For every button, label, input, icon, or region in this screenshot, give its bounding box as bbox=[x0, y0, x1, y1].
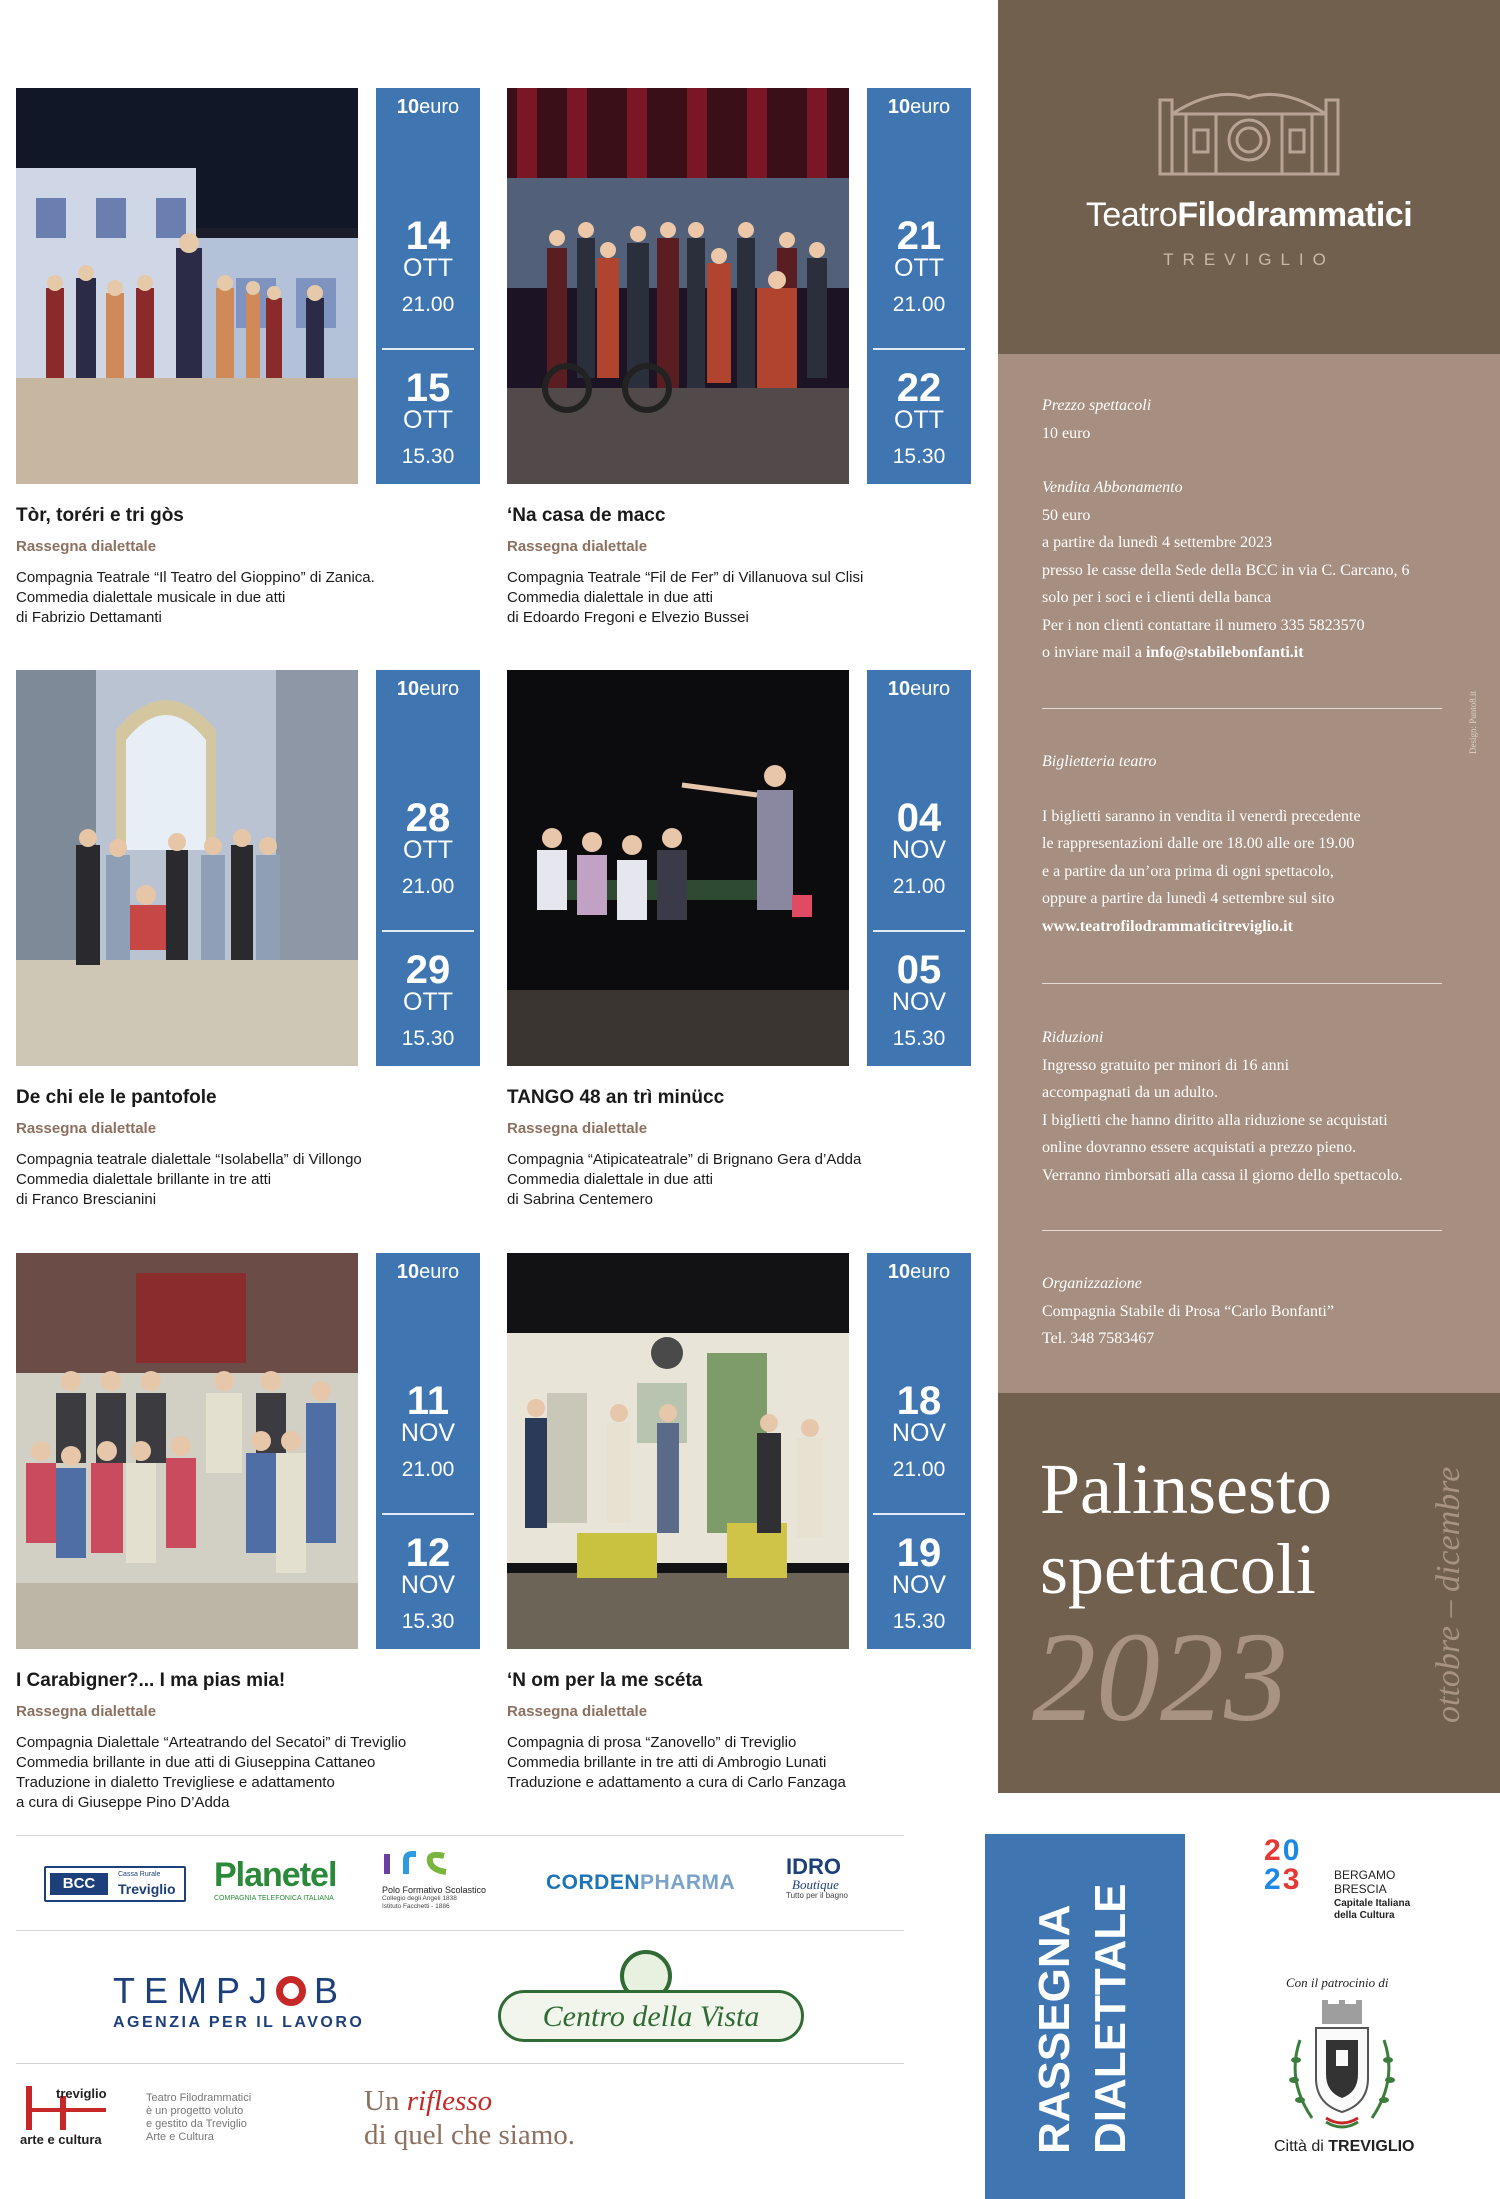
organization-label: Organizzazione bbox=[1042, 1275, 1142, 1292]
date1-day: 21 bbox=[896, 214, 942, 258]
theatre-gate-icon bbox=[1156, 80, 1342, 176]
date2-day: 05 bbox=[896, 948, 942, 992]
date-separator bbox=[382, 1513, 474, 1515]
capitale-cultura-logo: 20 23 BERGAMO BRESCIA Capitale Italiana della Cultura bbox=[1264, 1834, 1411, 1921]
date-separator bbox=[873, 930, 965, 932]
show-description: Compagnia “Atipicateatrale” di Brignano Gera d’Adda Commedia dialettale in due atti di Sabrina Centemero bbox=[507, 1151, 862, 1208]
date-separator bbox=[873, 1513, 965, 1515]
date2-month: OTT bbox=[403, 988, 453, 1016]
show-photo-4 bbox=[507, 670, 849, 1066]
palinsesto-title-line2: spettacoli bbox=[1040, 1529, 1316, 1609]
date-separator bbox=[382, 930, 474, 932]
section-divider bbox=[1042, 983, 1442, 984]
date2-month: NOV bbox=[400, 1571, 456, 1599]
theatre-logo-panel bbox=[998, 0, 1500, 354]
bcc-small-text: Cassa Rurale bbox=[118, 1871, 161, 1878]
date-separator bbox=[382, 348, 474, 350]
show-description: Compagnia Dialettale “Arteatrando del Secatoi” di Treviglio Commedia brillante in due atti di Giuseppina Cattaneo Traduzione in dialetto Trevigliese e adattamento a cura di Giuseppe Pino D’Adda bbox=[16, 1734, 407, 1811]
section-divider bbox=[1042, 708, 1442, 709]
price-info-value: 10 euro bbox=[1042, 424, 1091, 442]
organization-line: Compagnia Stabile di Prosa “Carlo Bonfanti” bbox=[1042, 1302, 1334, 1320]
sponsor-divider bbox=[16, 1835, 904, 1836]
show-photo-5 bbox=[16, 1253, 358, 1649]
subscription-mail-line: o inviare mail a info@stabilebonfanti.it bbox=[1042, 644, 1304, 661]
reductions-line: Verranno rimborsati alla cassa il giorno dello spettacolo. bbox=[1042, 1166, 1403, 1184]
bcc-logo bbox=[44, 1866, 186, 1902]
sponsor-divider bbox=[16, 2063, 904, 2064]
date2-day: 15 bbox=[405, 366, 451, 410]
date2-day: 22 bbox=[896, 366, 942, 410]
date2-time: 15.30 bbox=[401, 1027, 455, 1050]
ticket-office-line: e a partire da un’ora prima di ogni spettacolo, bbox=[1042, 862, 1334, 880]
date1-time: 21.00 bbox=[401, 293, 455, 316]
date2-month: NOV bbox=[891, 1571, 947, 1599]
date-badge-4 bbox=[867, 670, 971, 1066]
date-badge-6 bbox=[867, 1253, 971, 1649]
palinsesto-title-line1: Palinsesto bbox=[1040, 1449, 1333, 1529]
show-category: Rassegna dialettale bbox=[16, 1703, 157, 1720]
subscription-line: solo per i soci e i clienti della banca bbox=[1042, 589, 1272, 606]
show-card-1 bbox=[16, 88, 486, 648]
bcc-mark: BCC bbox=[50, 1873, 108, 1895]
show-category: Rassegna dialettale bbox=[507, 538, 648, 555]
date1-month: NOV bbox=[891, 1419, 947, 1447]
treviglio-coat-of-arms-icon bbox=[1286, 2000, 1398, 2132]
date2-time: 15.30 bbox=[401, 445, 455, 468]
bcc-name: Treviglio bbox=[118, 1881, 176, 1897]
subscription-email-link[interactable]: info@stabilebonfanti.it bbox=[1145, 644, 1304, 661]
show-title: De chi ele le pantofole bbox=[16, 1087, 217, 1108]
subscription-line: Per i non clienti contattare il numero 335 5823570 bbox=[1042, 616, 1365, 634]
show-card-5 bbox=[16, 1253, 486, 1833]
subscription-label: Vendita Abbonamento bbox=[1042, 479, 1183, 496]
date1-day: 11 bbox=[406, 1379, 450, 1423]
website-link[interactable]: www.teatrofilodrammaticitreviglio.it bbox=[1042, 917, 1293, 935]
info-panel bbox=[998, 354, 1500, 1393]
show-photo-2 bbox=[507, 88, 849, 484]
show-card-2 bbox=[507, 88, 977, 648]
date1-month: OTT bbox=[403, 836, 453, 864]
reductions-info bbox=[1042, 1024, 1403, 1189]
date1-time: 21.00 bbox=[401, 875, 455, 898]
subscription-line: a partire da lunedì 4 settembre 2023 bbox=[1042, 534, 1273, 551]
date2-month: OTT bbox=[894, 406, 944, 434]
ticket-office-info bbox=[1042, 748, 1361, 940]
date1-month: OTT bbox=[894, 254, 944, 282]
price-label: 10euro bbox=[887, 1261, 951, 1283]
rassegna-banner-text: RASSEGNA DIALETTALE bbox=[1030, 1883, 1135, 2154]
cordenpharma-logo: CORDENPHARMA bbox=[546, 1871, 736, 1894]
date1-time: 21.00 bbox=[892, 1458, 946, 1481]
price-info-label: Prezzo spettacoli bbox=[1042, 397, 1152, 414]
show-description: Compagnia teatrale dialettale “Isolabella” di Villongo Commedia dialettale brillante in tre atti di Franco Brescianini bbox=[16, 1151, 362, 1208]
patrocinio-label: Con il patrocinio di bbox=[1286, 1975, 1389, 1990]
subscription-line: 50 euro bbox=[1042, 506, 1091, 524]
palinsesto-panel bbox=[998, 1393, 1500, 1793]
date1-day: 04 bbox=[896, 796, 942, 840]
show-photo-6 bbox=[507, 1253, 849, 1649]
date1-month: OTT bbox=[403, 254, 453, 282]
organization-info bbox=[1042, 1270, 1334, 1353]
date2-day: 19 bbox=[896, 1531, 942, 1575]
design-credit: Design: Punto8.it bbox=[1468, 690, 1478, 754]
price-info bbox=[1042, 392, 1151, 447]
planetel-logo: Planetel COMPAGNIA TELEFONICA ITALIANA bbox=[214, 1856, 337, 1902]
price-label: 10euro bbox=[396, 96, 460, 118]
date1-month: NOV bbox=[891, 836, 947, 864]
idro-boutique-logo: IDRO Boutique Tutto per il bagno bbox=[786, 1854, 848, 1900]
ticket-office-label: Biglietteria teatro bbox=[1042, 753, 1157, 770]
show-card-6 bbox=[507, 1253, 977, 1833]
date1-day: 18 bbox=[896, 1379, 942, 1423]
organization-phone: Tel. 348 7583467 bbox=[1042, 1330, 1155, 1347]
subscription-info bbox=[1042, 474, 1409, 667]
show-title: ‘Na casa de macc bbox=[507, 505, 666, 526]
show-description: Compagnia Teatrale “Il Teatro del Gioppino” di Zanica. Commedia dialettale musicale in due atti di Fabrizio Dettamanti bbox=[16, 569, 375, 626]
show-title: I Carabigner?... I ma pias mia! bbox=[16, 1670, 286, 1691]
date-separator bbox=[873, 348, 965, 350]
reductions-line: online dovranno essere acquistati a prezzo pieno. bbox=[1042, 1139, 1357, 1156]
show-category: Rassegna dialettale bbox=[16, 538, 157, 555]
date-badge-5 bbox=[376, 1253, 480, 1649]
date-badge-2 bbox=[867, 88, 971, 484]
price-label: 10euro bbox=[887, 96, 951, 118]
date1-day: 28 bbox=[405, 796, 451, 840]
treviglio-arte-cultura-logo: treviglio arte e cultura bbox=[20, 2086, 107, 2147]
date1-time: 21.00 bbox=[401, 1458, 455, 1481]
subscription-line: presso le casse della Sede della BCC in via C. Carcano, 6 bbox=[1042, 561, 1410, 579]
theatre-city: TREVIGLIO bbox=[1163, 250, 1335, 269]
palinsesto-period: ottobre – dicembre bbox=[1430, 1466, 1467, 1723]
show-photo-1 bbox=[16, 88, 358, 484]
reductions-line: Ingresso gratuito per minori di 16 anni bbox=[1042, 1056, 1290, 1074]
rassegna-dialettale-banner bbox=[985, 1834, 1185, 2199]
price-label: 10euro bbox=[887, 678, 951, 700]
show-description: Compagnia di prosa “Zanovello” di Treviglio Commedia brillante in tre atti di Ambrogio Lunati Traduzione e adattamento a cura di Carlo Fanzaga bbox=[507, 1734, 846, 1791]
price-label: 10euro bbox=[396, 1261, 460, 1283]
gear-icon bbox=[276, 1976, 306, 2006]
date2-day: 12 bbox=[405, 1531, 451, 1575]
date2-time: 15.30 bbox=[892, 445, 946, 468]
show-title: ‘N om per la me scéta bbox=[507, 1670, 703, 1691]
price-label: 10euro bbox=[396, 678, 460, 700]
date2-day: 29 bbox=[405, 948, 451, 992]
show-title: Tòr, toréri e tri gòs bbox=[16, 505, 184, 526]
date2-time: 15.30 bbox=[892, 1610, 946, 1633]
citta-di-treviglio-label: Città di TREVIGLIO bbox=[1274, 2138, 1415, 2155]
theatre-name: TeatroFilodrammatici bbox=[1085, 196, 1413, 234]
show-photo-3 bbox=[16, 670, 358, 1066]
show-category: Rassegna dialettale bbox=[507, 1703, 648, 1720]
show-title: TANGO 48 an trì minücc bbox=[507, 1087, 725, 1108]
slogan: Un riflesso di quel che siamo. bbox=[364, 2085, 576, 2151]
sponsor-divider bbox=[16, 1930, 904, 1931]
tempjob-logo: TEMPJ B AGENZIA PER IL LAVORO bbox=[113, 1970, 365, 2031]
date2-time: 15.30 bbox=[892, 1027, 946, 1050]
show-category: Rassegna dialettale bbox=[16, 1120, 157, 1137]
date2-month: OTT bbox=[403, 406, 453, 434]
reductions-line: I biglietti che hanno diritto alla riduzione se acquistati bbox=[1042, 1111, 1388, 1129]
date1-month: NOV bbox=[400, 1419, 456, 1447]
show-card-4 bbox=[507, 670, 977, 1230]
ticket-office-line: le rappresentazioni dalle ore 18.00 alle ore 19.00 bbox=[1042, 835, 1355, 852]
date1-day: 14 bbox=[405, 214, 451, 258]
date-badge-3 bbox=[376, 670, 480, 1066]
date1-time: 21.00 bbox=[892, 875, 946, 898]
date-badge-1 bbox=[376, 88, 480, 484]
polo-mark-icon bbox=[382, 1850, 454, 1880]
show-description: Compagnia Teatrale “Fil de Fer” di Villanuova sul Clisi Commedia dialettale in due atti di Edoardo Fregoni e Elvezio Bussei bbox=[507, 569, 864, 626]
polo-formativo-logo: Polo Formativo Scolastico Collegio degli Angeli 1838 Istituto Facchetti - 1886 bbox=[382, 1850, 522, 1911]
ticket-office-line: oppure a partire da lunedì 4 settembre sul sito bbox=[1042, 890, 1335, 907]
date2-time: 15.30 bbox=[401, 1610, 455, 1633]
reductions-line: accompagnati da un adulto. bbox=[1042, 1084, 1218, 1101]
date2-month: NOV bbox=[891, 988, 947, 1016]
reductions-label: Riduzioni bbox=[1042, 1029, 1104, 1046]
ticket-office-line: I biglietti saranno in vendita il venerdì precedente bbox=[1042, 807, 1361, 825]
show-category: Rassegna dialettale bbox=[507, 1120, 648, 1137]
centro-della-vista-logo: Centro della Vista bbox=[498, 1950, 804, 2062]
show-card-3 bbox=[16, 670, 486, 1230]
project-credit-text: Teatro Filodrammatici è un progetto voluto e gestito da Treviglio Arte e Cultura bbox=[146, 2092, 252, 2143]
palinsesto-year: 2023 bbox=[1032, 1606, 1288, 1748]
section-divider bbox=[1042, 1230, 1442, 1231]
date1-time: 21.00 bbox=[892, 293, 946, 316]
